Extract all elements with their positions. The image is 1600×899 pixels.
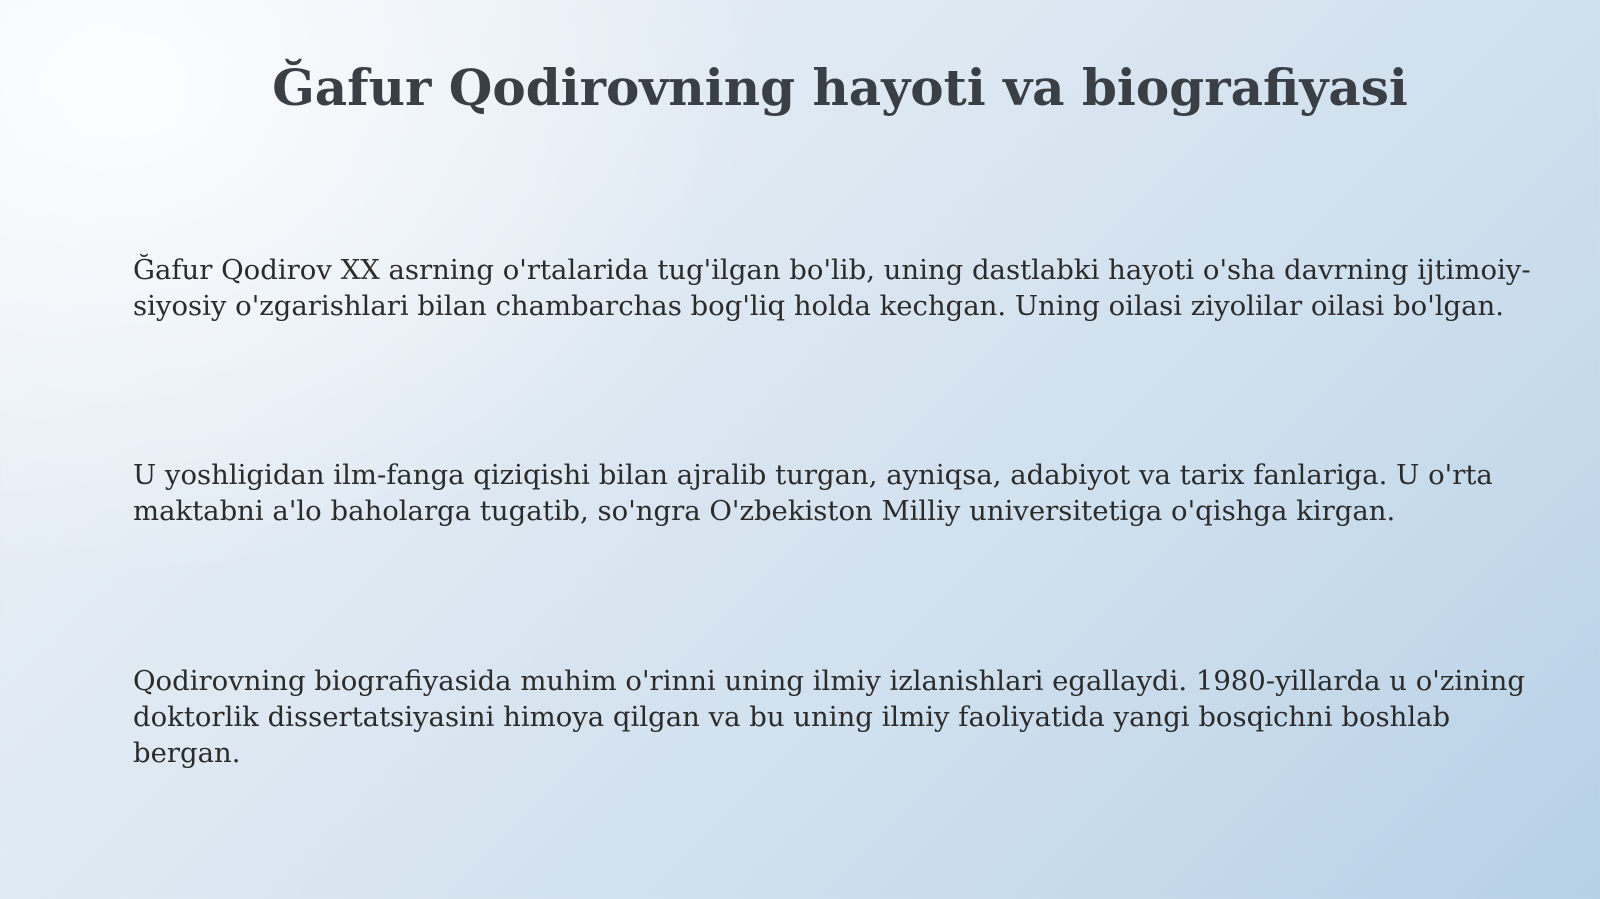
paragraph-research: Qodirovning biografiyasida muhim o'rinni uning ilmiy izlanishlari egallaydi. 1980-yillarda u o'zining doktorlik dissertatsiyasini himoya qilgan va bu uning ilmiy faoliyatida yangi bosqichni boshlab bergan. (133, 665, 1525, 769)
paragraph-early-life: Ğafur Qodirov XX asrning o'rtalarida tug'ilgan bo'lib, uning dastlabki hayoti o'sha davrning ijtimoiy-siyosiy o'zgarishlari bilan chambarchas bog'liq holda kechgan. Uning oilasi ziyolilar oilasi bo'lgan. (133, 254, 1531, 322)
paragraph-education: U yoshligidan ilm-fanga qiziqishi bilan ajralib turgan, ayniqsa, adabiyot va tarix fanlariga. U o'rta maktabni a'lo baholarga tugatib, so'ngra O'zbekiston Milliy universitetiga o'qishga kirgan. (133, 459, 1493, 527)
slide-title: Ğafur Qodirovning hayoti va biografiyasi (272, 58, 1408, 117)
